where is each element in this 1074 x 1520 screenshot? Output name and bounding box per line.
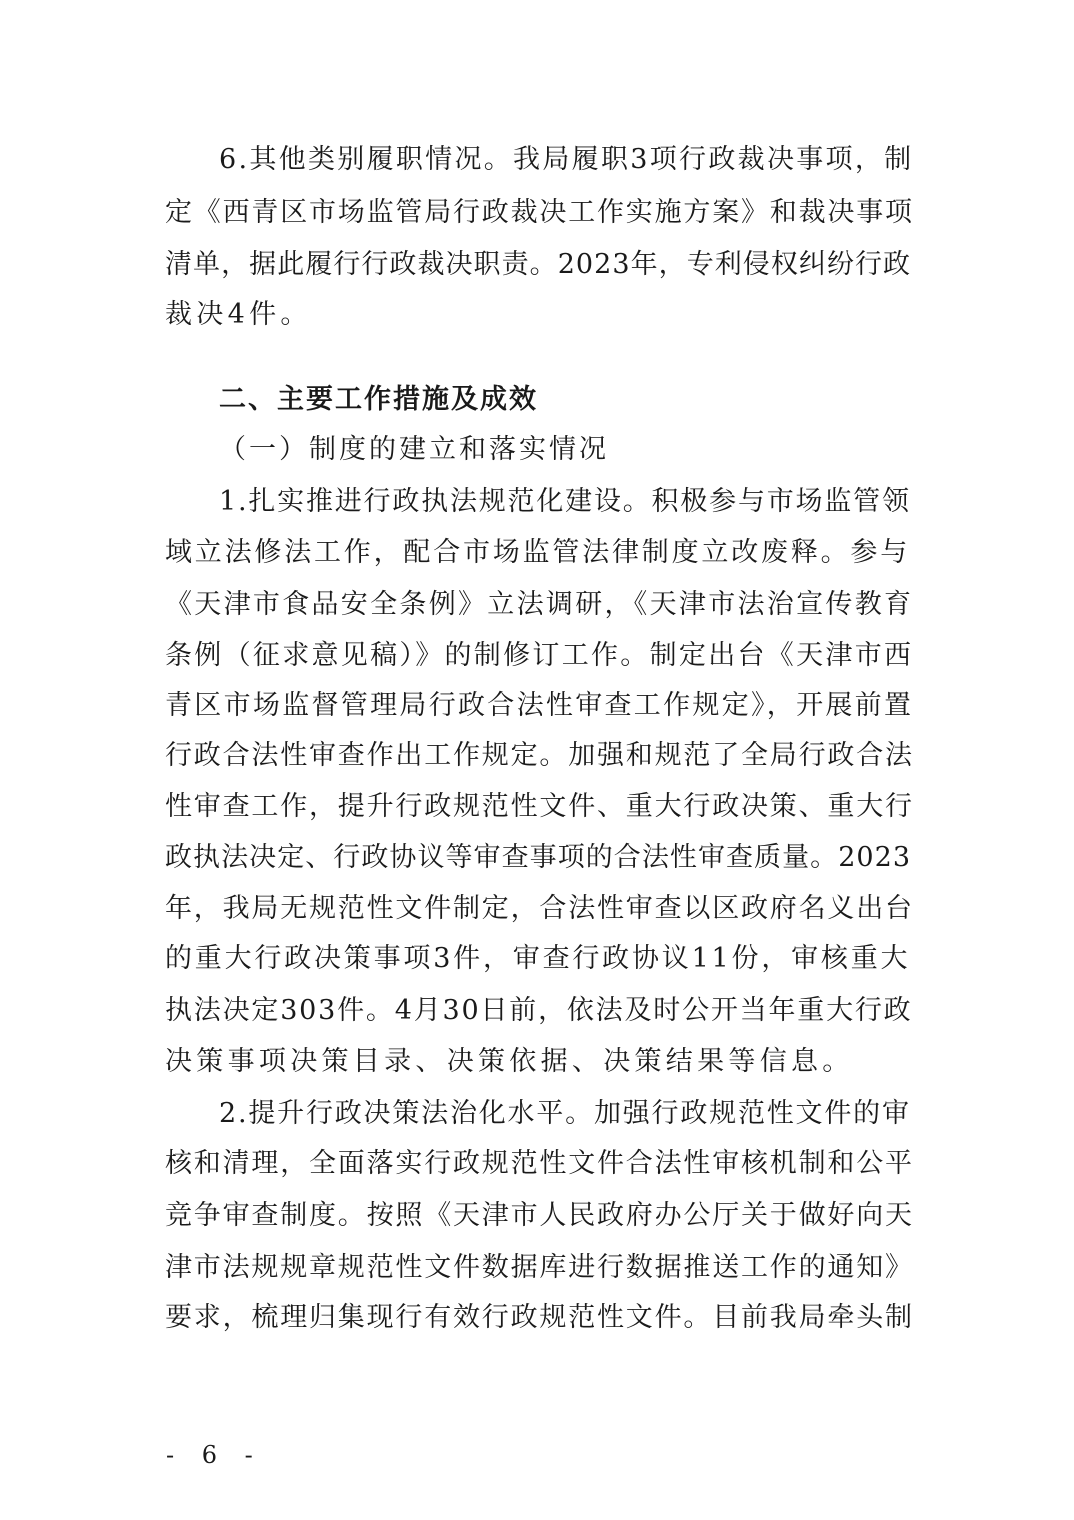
subsection-heading: （一）制度的建立和落实情况 [219,434,609,465]
paragraph-line: 津市法规规章规范性文件数据库进行数据推送工作的通知》 [165,1252,914,1283]
paragraph-line: 性审查工作，提升行政规范性文件、重大行政决策、重大行 [165,791,914,822]
paragraph-line: 要求，梳理归集现行有效行政规范性文件。目前我局牵头制 [165,1302,914,1333]
paragraph-line: 执法决定303件。4月30日前，依法及时公开当年重大行政 [165,995,913,1026]
paragraph-line: 6.其他类别履职情况。我局履职3项行政裁决事项，制 [219,144,914,175]
paragraph-line: 条例（征求意见稿）》的制修订工作。制定出台《天津市西 [165,640,914,671]
paragraph-line: 行政合法性审查作出工作规定。加强和规范了全局行政合法 [165,740,914,771]
paragraph-line: 《天津市食品安全条例》立法调研，《天津市法治宣传教育 [165,589,914,620]
paragraph-line: 2.提升行政决策法治化水平。加强行政规范性文件的审 [219,1098,911,1129]
paragraph-line: 竞争审查制度。按照《天津市人民政府办公厅关于做好向天 [165,1200,914,1231]
paragraph-line: 裁决4件。 [165,299,312,330]
paragraph-line: 定《西青区市场监管局行政裁决工作实施方案》和裁决事项 [165,197,914,228]
paragraph-line: 清单，据此履行行政裁决职责。2023年，专利侵权纠纷行政 [165,249,912,280]
section-heading: 二、主要工作措施及成效 [219,384,538,415]
paragraph-line: 青区市场监督管理局行政合法性审查工作规定》，开展前置 [165,690,914,721]
paragraph-line: 1.扎实推进行政执法规范化建设。积极参与市场监管领 [219,486,911,517]
paragraph-line: 决策事项决策目录、决策依据、决策结果等信息。 [165,1046,854,1077]
paragraph-line: 核和清理，全面落实行政规范性文件合法性审核机制和公平 [165,1148,914,1179]
page-number: - 6 - [166,1441,263,1469]
paragraph-line: 域立法修法工作，配合市场监管法律制度立改废释。参与 [165,537,910,568]
paragraph-line: 政执法决定、行政协议等审查事项的合法性审查质量。2023 [165,842,912,873]
paragraph-line: 年，我局无规范性文件制定，合法性审查以区政府名义出台 [165,893,914,924]
paragraph-line: 的重大行政决策事项3件，审查行政协议11份，审核重大 [165,943,911,974]
